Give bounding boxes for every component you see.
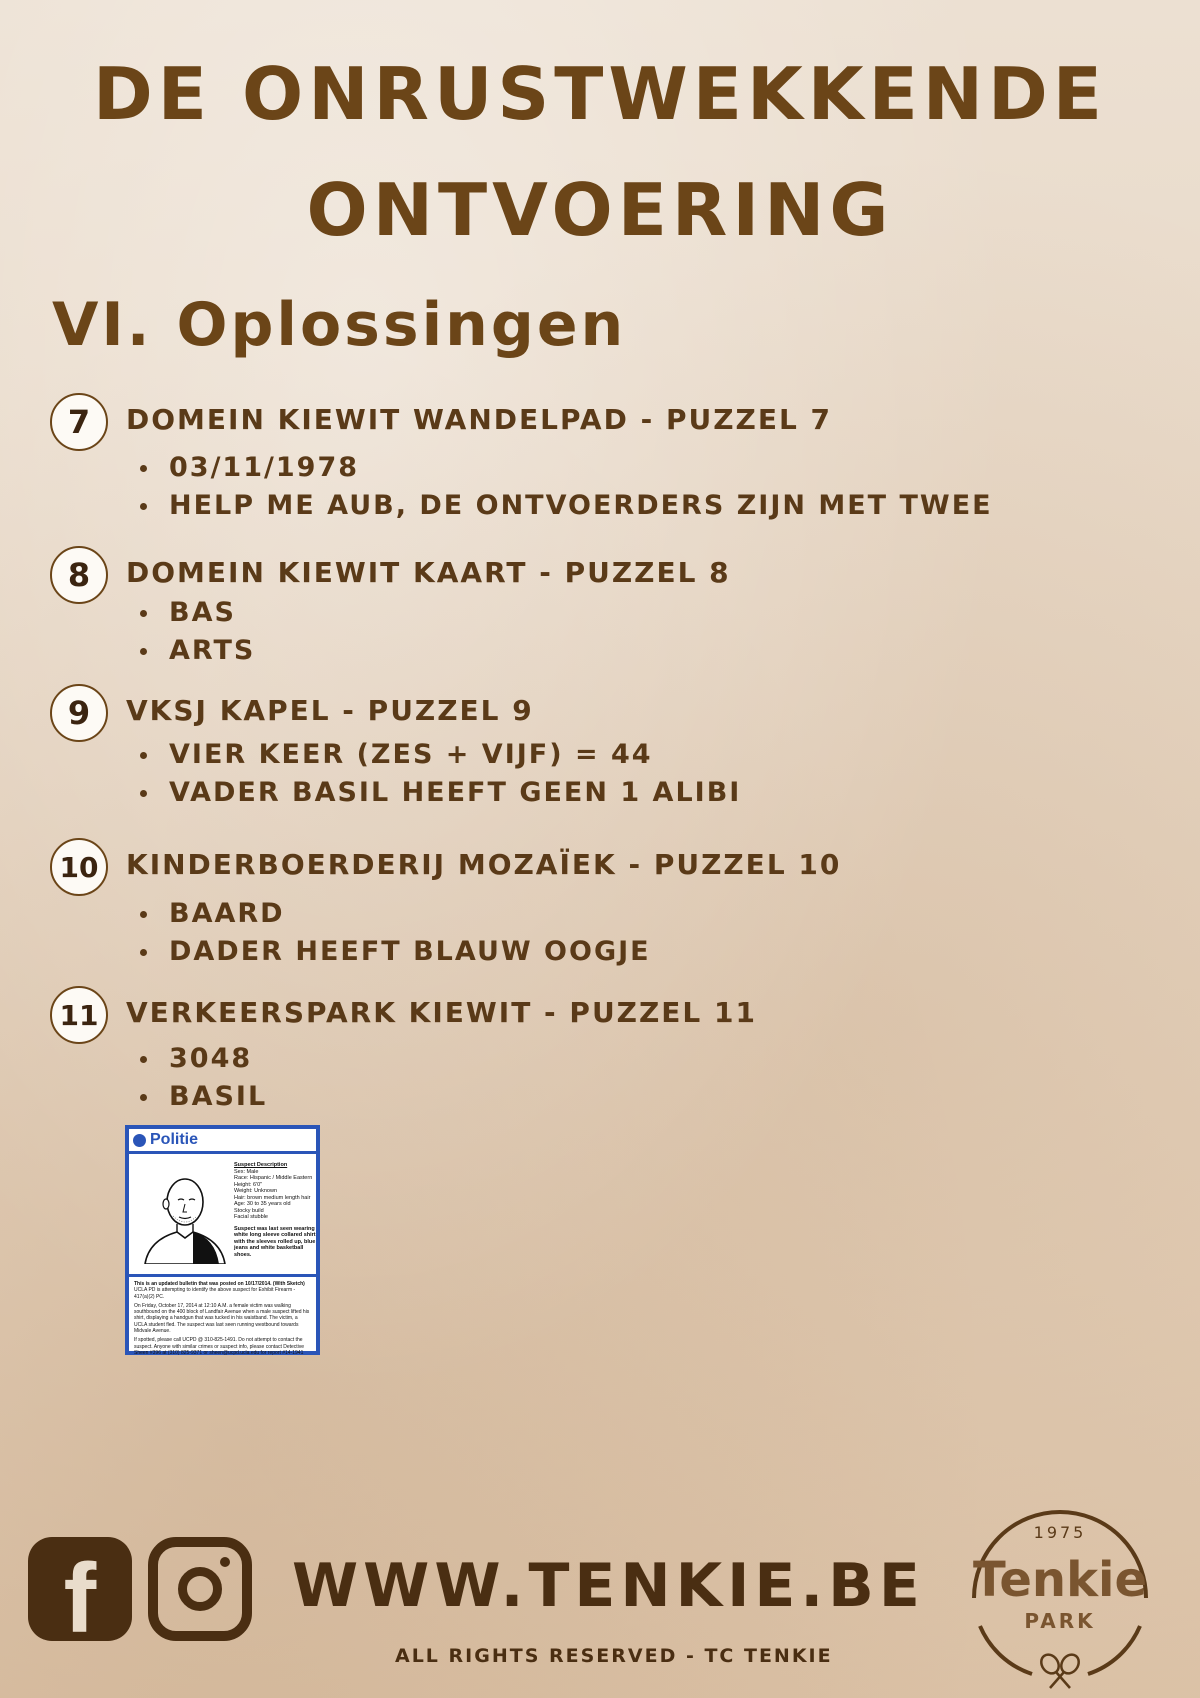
- answer-item: [140, 1078, 267, 1116]
- bulletin-body: [129, 1154, 316, 1277]
- description-line: Age: 30 to 35 years old: [234, 1201, 291, 1207]
- description-line: Hair: brown medium length hair: [234, 1194, 311, 1201]
- instagram-lens: [178, 1567, 222, 1611]
- answer-text: HELP ME AUB, DE ONTVOERDERS ZIJN MET TWEE: [169, 490, 993, 521]
- answer-text: BASIL: [169, 1081, 268, 1112]
- description-line: Sex: Male: [234, 1168, 259, 1175]
- bullet-icon: [140, 790, 147, 797]
- title-line-2: ONTVOERING: [306, 168, 894, 252]
- bullet-icon: [140, 465, 147, 472]
- puzzle-title: VKSJ KAPEL - PUZZEL 9: [126, 694, 534, 727]
- answer-item: [140, 933, 651, 971]
- puzzle-number-badge: 10: [50, 838, 108, 896]
- bulletin-paragraph: On Friday, October 17, 2014 at 12:10 A.M. a female victim was walking southbound on the 400 block of Landfair Avenue when a male suspect lifted his shirt, displaying a handgun that was tucked in his waistband. The victim, a UCLA student fled. The suspect was last seen running westbound towards Midvale Avenue.: [134, 1302, 310, 1335]
- crossed-rackets-icon: [1038, 1651, 1083, 1688]
- answer-item: [140, 487, 993, 525]
- answer-item: [140, 774, 741, 812]
- puzzle-title: VERKEERSPARK KIEWIT - PUZZEL 11: [126, 996, 757, 1029]
- description-note: Suspect was last seen wearing white long sleeve collared shirt with the sleeves rolled up, blue jeans and white basketball shoes.: [234, 1225, 316, 1258]
- description-line: Height: 6'0": [234, 1181, 263, 1188]
- answer-text: 03/11/1978: [169, 452, 360, 483]
- answer-list: [140, 736, 741, 812]
- bulletin-paragraph: If spotted, please call UCPD @ 310-825-1491. Do not attempt to contact the suspect. Anyone with similar crimes or suspect info, please contact Detective Sheen #396 at (310) 825-9371 or sheen@ucpd.ucla.edu for report #14-1941: [134, 1337, 305, 1356]
- description-line: Race: Hispanic / Middle Eastern: [234, 1175, 313, 1181]
- bulletin-header: [129, 1129, 316, 1154]
- bullet-icon: [140, 503, 147, 510]
- logo-year: 1975: [1033, 1523, 1087, 1542]
- police-bulletin-image: [125, 1125, 320, 1355]
- puzzle-title: KINDERBOERDERIJ MOZAÏEK - PUZZEL 10: [126, 848, 842, 881]
- bullet-icon: [140, 648, 147, 655]
- instagram-flash: [220, 1557, 230, 1567]
- police-badge-icon: [133, 1134, 146, 1147]
- bullet-icon: [140, 1056, 147, 1063]
- section-heading: VI. Oplossingen: [52, 290, 627, 360]
- answer-item: [140, 895, 651, 933]
- puzzle-title: DOMEIN KIEWIT WANDELPAD - PUZZEL 7: [126, 403, 833, 436]
- answer-list: [140, 594, 255, 670]
- bulletin-update-line: This is an updated bulletin that was posted on 10/17/2014. (With Sketch): [134, 1281, 305, 1287]
- answer-list: [140, 1040, 267, 1116]
- answer-list: [140, 449, 993, 525]
- title-line-1: DE ONRUSTWEKKENDE: [93, 52, 1107, 136]
- logo-sub: PARK: [1024, 1609, 1096, 1633]
- answer-text: 3048: [169, 1043, 253, 1074]
- facebook-letter: f: [63, 1543, 97, 1641]
- suspect-description: [234, 1162, 316, 1258]
- bulletin-footer-text: [129, 1277, 316, 1360]
- answer-text: BAARD: [169, 898, 285, 929]
- answer-text: VADER BASIL HEEFT GEEN 1 ALIBI: [169, 777, 742, 808]
- suspect-sketch-icon: [137, 1164, 227, 1264]
- bullet-icon: [140, 752, 147, 759]
- answer-item: [140, 1040, 267, 1078]
- answer-item: [140, 594, 255, 632]
- bulletin-title: Politie: [150, 1131, 199, 1148]
- answer-item: [140, 632, 255, 670]
- bullet-icon: [140, 949, 147, 956]
- answer-item: [140, 449, 993, 487]
- puzzle-number-badge: 9: [50, 684, 108, 742]
- tenkie-park-logo: [952, 1478, 1168, 1694]
- copyright-text: ALL RIGHTS RESERVED - TC TENKIE: [395, 1645, 833, 1667]
- bulletin-paragraph: UCLA PD is attempting to identify the above suspect for Exhibit Firearm - 417(a)(2) PC.: [134, 1287, 296, 1300]
- bullet-icon: [140, 1094, 147, 1101]
- answer-text: BAS: [169, 597, 236, 628]
- website-link[interactable]: WWW.TENKIE.BE: [292, 1551, 925, 1621]
- answer-item: [140, 736, 741, 774]
- description-line: Facial stubble: [234, 1214, 268, 1220]
- description-line: Stocky build: [234, 1207, 264, 1214]
- answer-text: DADER HEEFT BLAUW OOGJE: [169, 936, 651, 967]
- puzzle-number-badge: 8: [50, 546, 108, 604]
- puzzle-title: DOMEIN KIEWIT KAART - PUZZEL 8: [126, 556, 731, 589]
- answer-list: [140, 895, 651, 971]
- answer-text: VIER KEER (ZES + VIJF) = 44: [169, 739, 653, 770]
- facebook-icon[interactable]: [28, 1537, 132, 1641]
- puzzle-number-badge: 11: [50, 986, 108, 1044]
- bullet-icon: [140, 610, 147, 617]
- answer-text: ARTS: [169, 635, 256, 666]
- instagram-icon[interactable]: [148, 1537, 252, 1641]
- description-line: Weight: Unknown: [234, 1188, 278, 1194]
- bullet-icon: [140, 911, 147, 918]
- puzzle-number-badge: 7: [50, 393, 108, 451]
- logo-name: Tenkie: [972, 1552, 1148, 1608]
- description-heading: Suspect Description: [234, 1162, 288, 1168]
